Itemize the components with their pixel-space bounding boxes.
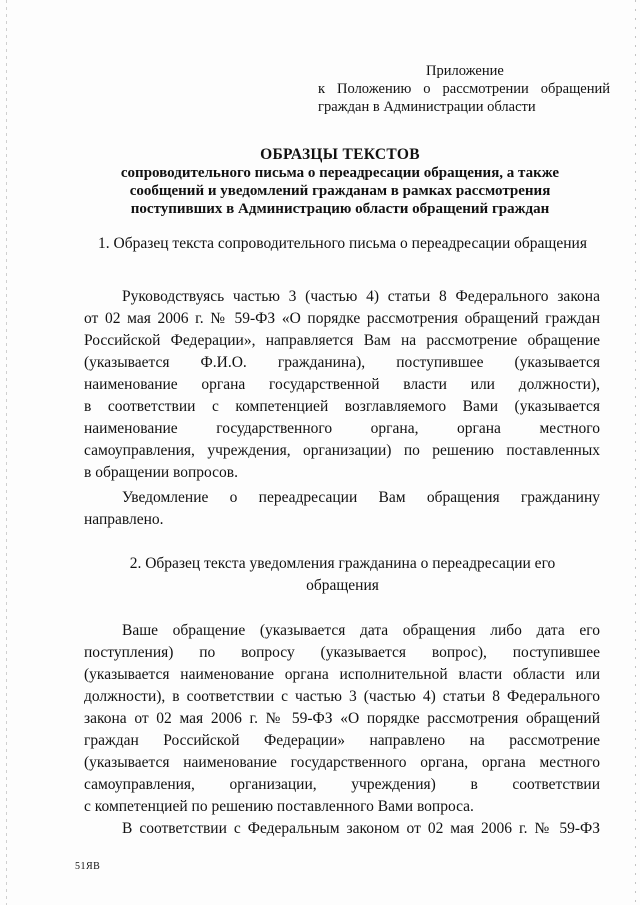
appendix-line: к Положению о рассмотрении обращений: [318, 81, 610, 97]
section-2-paragraph-1: [84, 620, 600, 818]
appendix-line: Приложение: [426, 63, 504, 79]
text-line: самоуправления, организации, учреждения) в соответствии: [84, 776, 600, 793]
text-line: закона от 02 мая 2006 г. № 59-ФЗ «О порядке рассмотрения обращений: [84, 710, 600, 727]
text-line: самоуправления, учреждения, организации) по решению поставленных: [84, 442, 600, 459]
text-line: (указывается Ф.И.О. гражданина), поступившее (указывается: [84, 354, 600, 371]
section-2-heading-line: обращения: [306, 577, 379, 594]
text-line: должности), в соответствии с частью 3 (частью 4) статьи 8 Федерального: [84, 688, 600, 705]
text-line: от 02 мая 2006 г. № 59-ФЗ «О порядке рассмотрения обращений граждан: [84, 310, 600, 327]
text-line: Российской Федерации», направляется Вам на рассмотрение обращение: [84, 332, 600, 349]
text-line: поступления) по вопросу (указывается вопрос), поступившее: [84, 644, 600, 661]
text-line: наименование органа государственной власти или должности),: [84, 376, 600, 393]
text-line: наименование государственного органа, органа местного: [84, 420, 600, 437]
text-line: направлено.: [84, 511, 164, 528]
text-line: Ваше обращение (указывается дата обращения либо дата его: [122, 622, 600, 639]
section-1-paragraph-2: [84, 487, 600, 531]
text-line: в обращении вопросов.: [84, 464, 239, 481]
text-line: в соответствии с компетенцией возглавляемого Вами (указывается: [84, 398, 600, 415]
text-line: В соответствии с Федеральным законом от 02 мая 2006 г. № 59-ФЗ: [122, 820, 600, 837]
text-line: (указывается наименование органа исполнительной власти области или: [84, 666, 600, 683]
section-2-heading-line: 2. Образец текста уведомления гражданина о переадресации его: [129, 555, 556, 572]
scan-edge-left: [6, 0, 7, 905]
document-title: [60, 146, 620, 218]
title-subline: поступивших в Администрацию области обращений граждан: [130, 201, 550, 217]
page-code: 51ЯВ: [75, 861, 101, 872]
section-1-heading: 1. Образец текста сопроводительного письма о переадресации обращения: [98, 235, 587, 252]
text-line: Уведомление о переадресации Вам обращения гражданину: [122, 489, 600, 506]
title-subline: сопроводительного письма о переадресации обращения, а также: [120, 165, 560, 181]
text-line: с компетенцией по решению поставленного Вами вопроса.: [84, 798, 474, 815]
text-line: Руководствуясь частью 3 (частью 4) статьи 8 Федерального закона: [122, 288, 600, 305]
title-subline: сообщений и уведомлений гражданам в рамках рассмотрения: [129, 183, 551, 199]
appendix-note: [318, 62, 610, 116]
section-2-paragraph-2: [84, 818, 600, 840]
text-line: (указывается наименование государственного органа, органа местного: [84, 754, 600, 771]
appendix-line: граждан в Администрации области: [318, 99, 536, 115]
section-2-heading: [60, 553, 625, 597]
scan-edge-right: [635, 0, 636, 905]
section-1-paragraph-1: [84, 286, 600, 484]
title-main: ОБРАЗЦЫ ТЕКСТОВ: [260, 146, 420, 163]
text-line: граждан Российской Федерации» направлено на рассмотрение: [84, 732, 600, 749]
